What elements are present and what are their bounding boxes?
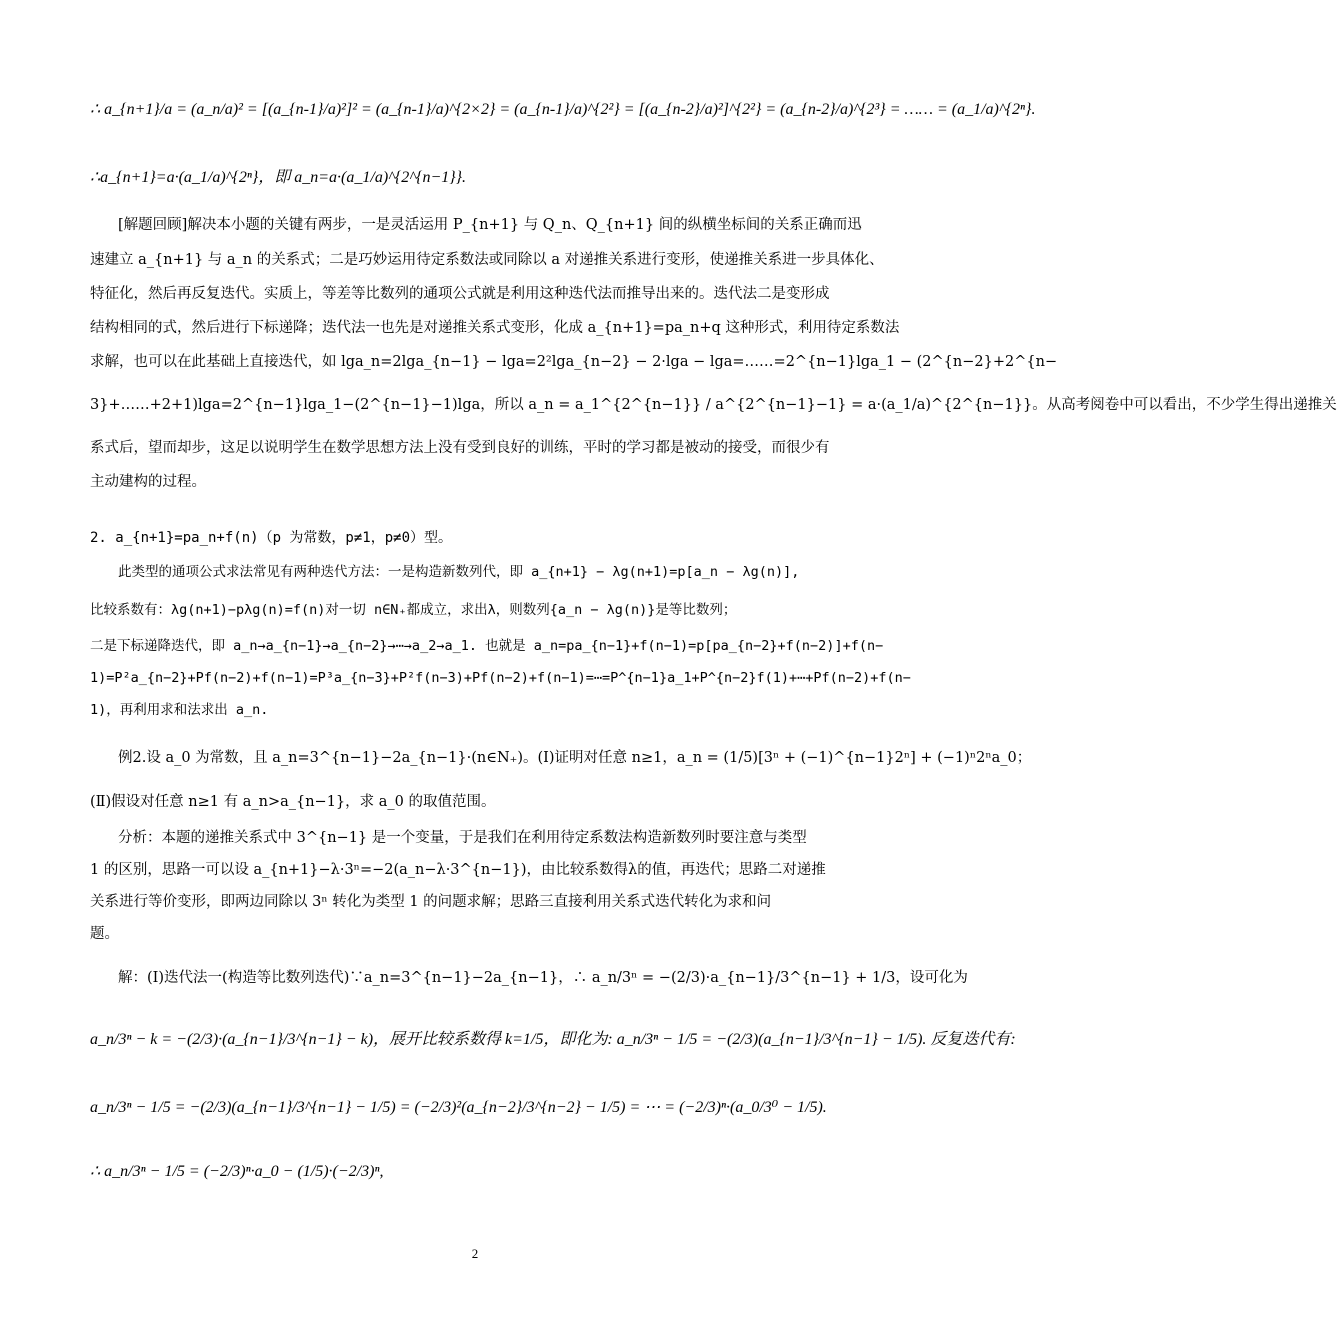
text-line: 求解，也可以在此基础上直接迭代，如 lga_n=2lga_{n−1} − lga=2²lga_{n−2} − 2·lga − lga=……=2^{n−1}lga_1 − (2^{n−2}+2^{n− [90, 354, 1058, 370]
text-line: 分析：本题的递推关系式中 3^{n−1} 是一个变量，于是我们在利用待定系数法构造新数列时要注意与类型 [118, 830, 807, 846]
text-line: 此类型的通项公式求法常见有两种迭代方法：一是构造新数列代，即 a_{n+1} − λg(n+1)=p[a_n − λg(n)], [118, 564, 800, 580]
text-line: [解题回顾]解决本小题的关键有两步，一是灵活运用 P_{n+1} 与 Q_n、Q_{n+1} 间的纵横坐标间的关系正确而迅 [118, 217, 862, 233]
example-line: (Ⅱ)假设对任意 n≥1 有 a_n>a_{n−1}，求 a_0 的取值范围。 [90, 794, 496, 810]
equation-line: ∴ a_{n+1}/a = (a_n/a)² = [(a_{n-1}/a)²]² = (a_{n-1}/a)^{2×2} = (a_{n-1}/a)^{2²} = [(a_{n-2}/a)²]^{2²} = (a_{n-2}/a)^{2³} = …… = (a_1/a)^{2ⁿ}. [90, 101, 1036, 118]
text-line: 速建立 a_{n+1} 与 a_n 的关系式；二是巧妙运用待定系数法或同除以 a 对递推关系进行变形，使递推关系进一步具体化、 [90, 252, 884, 268]
equation-line: ∴a_{n+1}=a·(a_1/a)^{2ⁿ}，即 a_n=a·(a_1/a)^{2^{n−1}}. [90, 169, 467, 186]
page-number: 2 [471, 1246, 479, 1261]
example-line: 例2.设 a_0 为常数，且 a_n=3^{n−1}−2a_{n−1}·(n∈N₊)。(Ⅰ)证明对任意 n≥1，a_n = (1/5)[3ⁿ + (−1)^{n−1}2ⁿ] + (−1)ⁿ2ⁿa_0； [118, 750, 1032, 766]
text-line: 关系进行等价变形，即两边同除以 3ⁿ 转化为类型 1 的问题求解；思路三直接利用关系式迭代转化为求和问 [90, 894, 772, 910]
text-line: 1 的区别，思路一可以设 a_{n+1}−λ·3ⁿ=−2(a_n−λ·3^{n−1})，由比较系数得λ的值，再迭代；思路二对递推 [90, 862, 826, 878]
equation-line: ∴ a_n/3ⁿ − 1/5 = (−2/3)ⁿ·a_0 − (1/5)·(−2/3)ⁿ, [90, 1163, 384, 1180]
solution-line: 解：(Ⅰ)迭代法一(构造等比数列迭代)∵a_n=3^{n−1}−2a_{n−1}，∴ a_n/3ⁿ = −(2/3)·a_{n−1}/3^{n−1} + 1/3，设可化为 [118, 970, 968, 986]
text-line: 1)=P²a_{n−2}+Pf(n−2)+f(n−1)=P³a_{n−3}+P²f(n−3)+Pf(n−2)+f(n−1)=⋯=P^{n−1}a_1+P^{n−2}f(1)+⋯+Pf(n−2)+f(n− [90, 670, 911, 686]
text-line: 主动建构的过程。 [90, 474, 206, 490]
text-line: 1)，再利用求和法求出 a_n. [90, 702, 269, 718]
text-line: 比较系数有：λg(n+1)−pλg(n)=f(n)对一切 n∈N₊都成立，求出λ，则数列{a_n − λg(n)}是等比数列； [90, 602, 737, 618]
text-line: 结构相同的式，然后进行下标递降；迭代法一也先是对递推关系式变形，化成 a_{n+1}=pa_n+q 这种形式，利用待定系数法 [90, 320, 900, 336]
equation-line: a_n/3ⁿ − 1/5 = −(2/3)(a_{n−1}/3^{n−1} − 1/5) = (−2/3)²(a_{n−2}/3^{n−2} − 1/5) = ⋯ = (−2/3)ⁿ·(a_0/3⁰ − 1/5). [90, 1099, 827, 1116]
text-line: 二是下标递降迭代，即 a_n→a_{n−1}→a_{n−2}→⋯→a_2→a_1. 也就是 a_n=pa_{n−1}+f(n−1)=p[pa_{n−2}+f(n−2)]+f(n− [90, 638, 884, 654]
text-line: 系式后，望而却步，这足以说明学生在数学思想方法上没有受到良好的训练，平时的学习都是被动的接受，而很少有 [90, 440, 830, 456]
text-line: 题。 [90, 926, 119, 942]
text-line: 3}+……+2+1)lga=2^{n−1}lga_1−(2^{n−1}−1)lga，所以 a_n = a_1^{2^{n−1}} / a^{2^{n−1}−1} = a·(a_1/a)^{2^{n−1}}。从高考阅卷中可以看出，不少学生得出递推关 [90, 397, 1337, 413]
text-line: 特征化，然后再反复迭代。实质上，等差等比数列的通项公式就是利用这种迭代法而推导出来的。迭代法二是变形成 [90, 286, 830, 302]
section-heading: 2. a_{n+1}=pa_n+f(n)（p 为常数，p≠1，p≠0）型。 [90, 530, 453, 546]
equation-line: a_n/3ⁿ − k = −(2/3)·(a_{n−1}/3^{n−1} − k)，展开比较系数得 k=1/5，即化为: a_n/3ⁿ − 1/5 = −(2/3)(a_{n−1}/3^{n−1} − 1/5). 反复迭代有: [90, 1031, 1016, 1048]
